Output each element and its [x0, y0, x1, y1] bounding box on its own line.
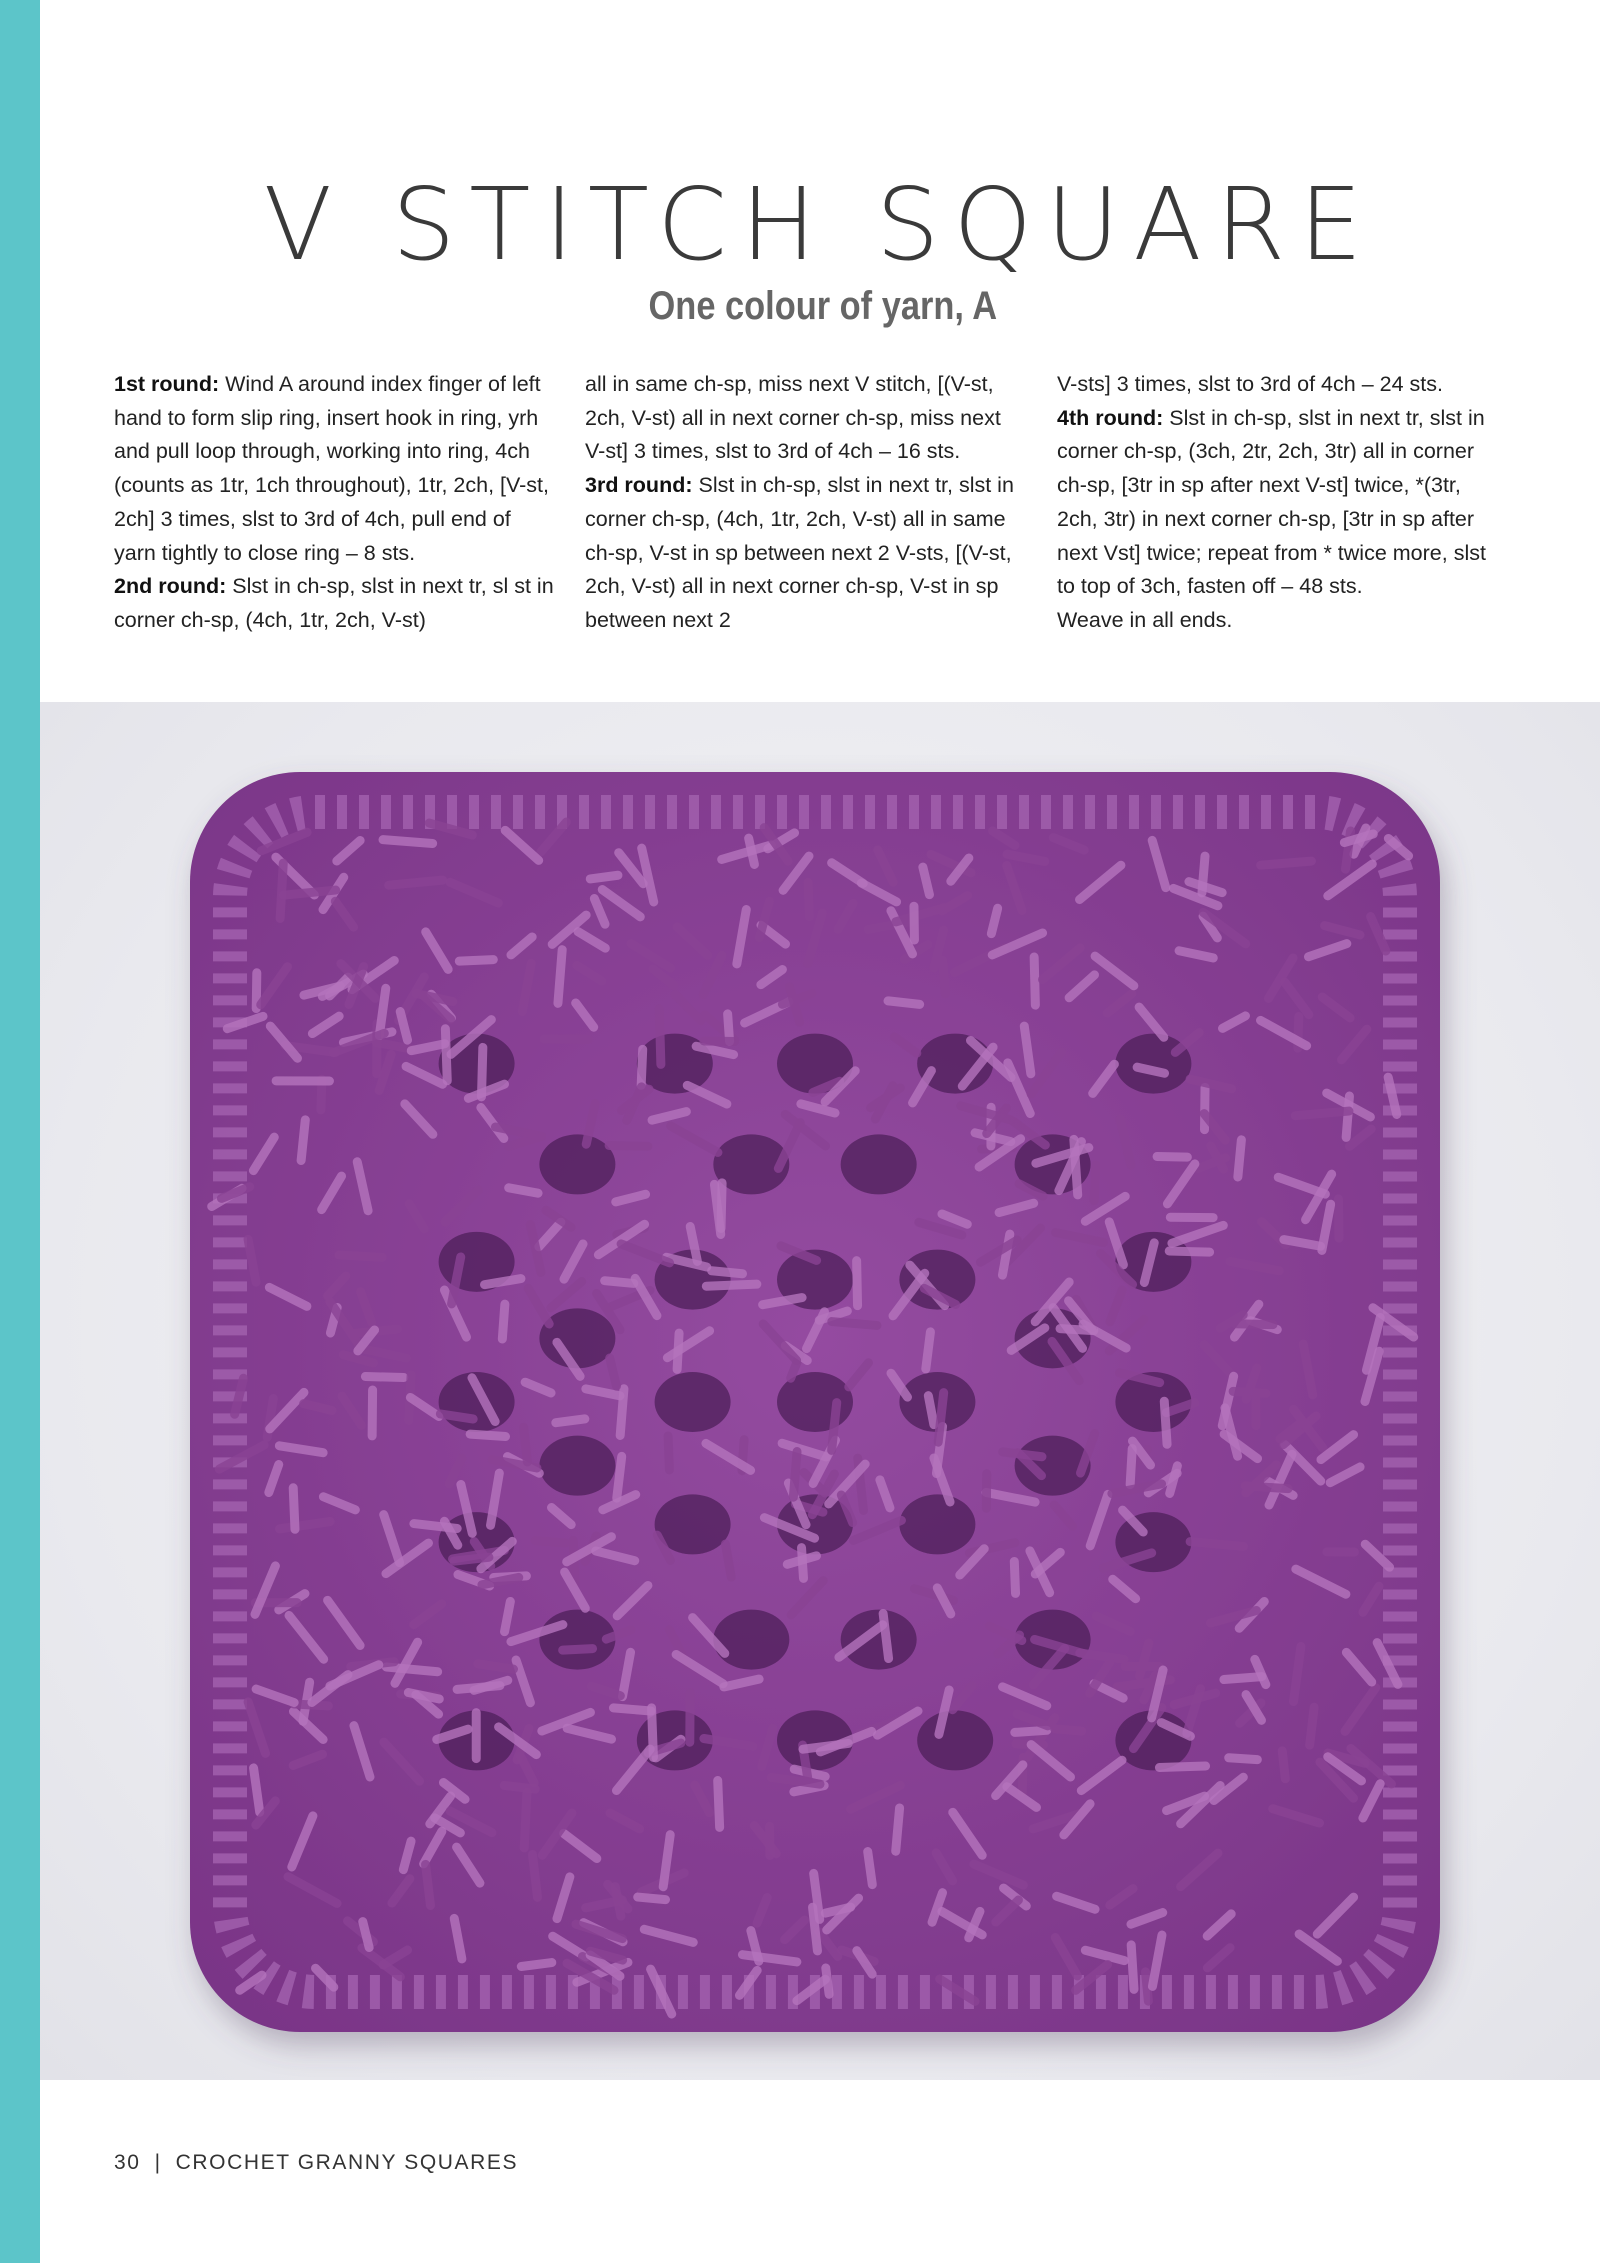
accent-side-bar — [0, 0, 40, 2263]
round-text: all in same ch-sp, miss next V stitch, [(V-st, 2ch, V-st) all in next corner ch-sp, miss next V-st] 3 times, slst to 3rd of 4ch – 16 sts. — [585, 372, 1001, 464]
yarn-strand — [454, 1557, 489, 1561]
yarn-strand — [408, 1693, 439, 1699]
round-2-continued — [585, 368, 1025, 469]
yarn-strand — [1146, 1972, 1149, 2001]
yarn-strand — [1159, 1766, 1205, 1767]
yarn-strand — [793, 1452, 797, 1498]
yarn-strand — [620, 1389, 624, 1436]
yarn-strand — [386, 1667, 437, 1672]
crochet-square-illustration — [40, 702, 1600, 2080]
yarn-strand — [1169, 1251, 1209, 1252]
yarn-strand — [888, 1001, 920, 1005]
yarn-strand — [718, 1781, 720, 1828]
yarn-strand — [896, 1808, 900, 1851]
yarn-strand — [590, 875, 618, 879]
yarn-strand — [926, 1332, 931, 1369]
yarn-strand — [613, 1708, 650, 1711]
yarn-strand — [502, 1304, 505, 1339]
instructions-column-1 — [114, 368, 554, 638]
yarn-strand — [725, 1544, 731, 1577]
instructions-column-3 — [1057, 368, 1497, 638]
yarn-strand — [1338, 1199, 1339, 1238]
yarn-strand — [1224, 1677, 1262, 1680]
yarn-strand — [505, 1601, 511, 1631]
yarn-strand — [1205, 1087, 1206, 1129]
yarn-strand — [802, 1548, 804, 1579]
yarn-strand — [389, 880, 443, 885]
yarn-strand — [535, 1541, 565, 1544]
yarn-strand — [857, 1261, 858, 1306]
book-title: CROCHET GRANNY SQUARES — [175, 2151, 519, 2174]
yarn-strand — [532, 1854, 537, 1897]
yarn-strand — [379, 988, 385, 1035]
yarn-strand — [609, 1146, 648, 1147]
yarn-strand — [1346, 1096, 1349, 1137]
yarn-strand — [1014, 1561, 1015, 1593]
yarn-strand — [363, 1922, 369, 1948]
mesh-hole — [841, 1134, 917, 1194]
mesh-hole — [539, 1436, 615, 1496]
round-1 — [114, 368, 554, 570]
yarn-strand — [284, 890, 336, 895]
page-subtitle: One colour of yarn, A — [648, 284, 998, 328]
yarn-strand — [938, 1393, 944, 1443]
yarn-strand — [365, 1377, 403, 1378]
granny-square-photo — [40, 702, 1600, 2080]
yarn-strand — [1055, 1729, 1082, 1731]
page-footer — [114, 2148, 518, 2178]
yarn-strand — [1034, 957, 1035, 1005]
yarn-strand — [1229, 1758, 1258, 1760]
yarn-strand — [991, 908, 997, 933]
yarn-strand — [563, 1649, 593, 1651]
yarn-strand — [1310, 1707, 1315, 1745]
yarn-strand — [1157, 1156, 1187, 1157]
yarn-strand — [485, 1279, 521, 1285]
yarn-strand — [1137, 1067, 1164, 1073]
yarn-strand — [638, 1897, 666, 1900]
yarn-strand — [478, 1664, 514, 1669]
yarn-strand — [1130, 1449, 1132, 1485]
yarn-strand — [509, 1188, 538, 1193]
yarn-strand — [521, 1963, 551, 1967]
yarn-strand — [1245, 1486, 1288, 1489]
yarn-strand — [808, 882, 809, 916]
yarn-strand — [339, 1255, 382, 1257]
yarn-strand — [558, 950, 562, 1004]
yarn-strand — [301, 1120, 305, 1161]
yarn-strand — [457, 1686, 500, 1690]
page-title: V STITCH SQUARE — [263, 166, 1377, 283]
yarn-strand — [706, 1284, 757, 1286]
yarn-strand — [1003, 1452, 1042, 1457]
yarn-strand — [943, 960, 946, 993]
yarn-strand — [1094, 1165, 1096, 1201]
yarn-strand — [868, 1852, 873, 1885]
mesh-hole — [539, 1134, 615, 1194]
yarn-strand — [832, 1322, 877, 1326]
mesh-hole — [539, 1308, 615, 1368]
yarn-strand — [923, 867, 930, 895]
yarn-strand — [440, 1414, 473, 1419]
mesh-hole — [841, 1610, 917, 1670]
yarn-strand — [832, 1403, 837, 1451]
yarn-strand — [813, 1907, 818, 1951]
yarn-strand — [749, 838, 755, 864]
yarn-strand — [1164, 1401, 1167, 1444]
finishing-note — [1057, 604, 1497, 638]
yarn-strand — [615, 1887, 621, 1917]
round-3 — [585, 469, 1025, 638]
yarn-strand — [1233, 1391, 1266, 1393]
round-text: Weave in all ends. — [1057, 607, 1233, 632]
yarn-strand — [1190, 1542, 1243, 1547]
page-number: 30 — [114, 2151, 141, 2174]
round-label: 4th round: — [1057, 405, 1164, 430]
yarn-strand — [659, 1009, 661, 1065]
round-3-continued — [1057, 368, 1497, 402]
mesh-hole — [655, 1372, 731, 1432]
yarn-strand — [1238, 1140, 1242, 1177]
yarn-strand — [504, 1785, 535, 1789]
yarn-strand — [524, 1792, 527, 1848]
yarn-strand — [883, 1614, 888, 1659]
yarn-strand — [641, 1049, 643, 1085]
yarn-strand — [426, 1864, 431, 1905]
yarn-strand — [617, 1456, 622, 1498]
round-label: 2nd round: — [114, 574, 227, 599]
yarn-strand — [459, 960, 493, 962]
mesh-hole — [899, 1494, 975, 1554]
mesh-hole — [917, 1710, 993, 1770]
round-text: Slst in ch-sp, slst in next tr, slst in corner ch-sp, (3ch, 2tr, 2ch, 3tr) all in corner ch-sp, [3tr in sp after next V-st] twice, *(3tr, 2ch, 3tr) in next corner ch-sp, [3tr in sp after next Vst] twice; repeat from * twice more, slst to top of 3ch, fasten off – 48 sts. — [1057, 405, 1486, 599]
yarn-strand — [712, 1271, 743, 1274]
footer-separator: | — [154, 2151, 162, 2174]
yarn-strand — [470, 1434, 505, 1436]
round-text: Slst in ch-sp, slst in next tr, slst in corner ch-sp, (4ch, 1tr, 2ch, V-st) all in same ch-sp, V-st in sp between next 2 V-sts, [(V-st, 2ch, V-st) all in next corner ch-sp, V-st in sp between next 2 — [585, 473, 1014, 632]
yarn-strand — [928, 1396, 934, 1425]
round-text: Slst in ch-sp, slst in next tr, sl st in corner ch-sp, (4ch, 1tr, 2ch, V-st) — [114, 574, 554, 632]
round-4 — [1057, 402, 1497, 604]
instructions-column-2 — [585, 368, 1025, 638]
round-2 — [114, 570, 554, 637]
round-text: Wind A around index finger of left hand to form slip ring, insert hook in ring, yrh and pull loop through, working into ring, 4ch (counts as 1tr, 1ch throughout), 1tr, 2ch, [V-st, 2ch] 3 times, slst to 3rd of 4ch, pull end of yarn tightly to close ring – 8 sts. — [114, 372, 550, 565]
yarn-strand — [556, 1419, 585, 1423]
round-label: 3rd round: — [585, 473, 693, 498]
yarn-strand — [1295, 1111, 1349, 1116]
yarn-strand — [383, 840, 433, 844]
yarn-strand — [668, 1436, 669, 1470]
round-text: V-sts] 3 times, slst to 3rd of 4ch – 24 sts. — [1057, 372, 1443, 396]
yarn-strand — [1261, 861, 1312, 865]
yarn-strand — [1235, 1324, 1273, 1325]
yarn-strand — [293, 1488, 295, 1530]
yarn-strand — [1015, 1730, 1047, 1732]
yarn-strand — [803, 1743, 848, 1749]
instructions — [114, 368, 1486, 678]
yarn-strand — [721, 1183, 722, 1229]
yarn-strand — [524, 1427, 528, 1462]
yarn-strand — [1131, 1945, 1134, 1989]
yarn-strand — [481, 1047, 482, 1096]
yarn-strand — [704, 1041, 734, 1042]
yarn-strand — [1282, 1751, 1285, 1779]
round-label: 1st round: — [114, 372, 220, 396]
mesh-hole — [713, 1610, 789, 1670]
yarn-strand — [254, 1768, 260, 1812]
yarn-strand — [605, 1281, 634, 1284]
